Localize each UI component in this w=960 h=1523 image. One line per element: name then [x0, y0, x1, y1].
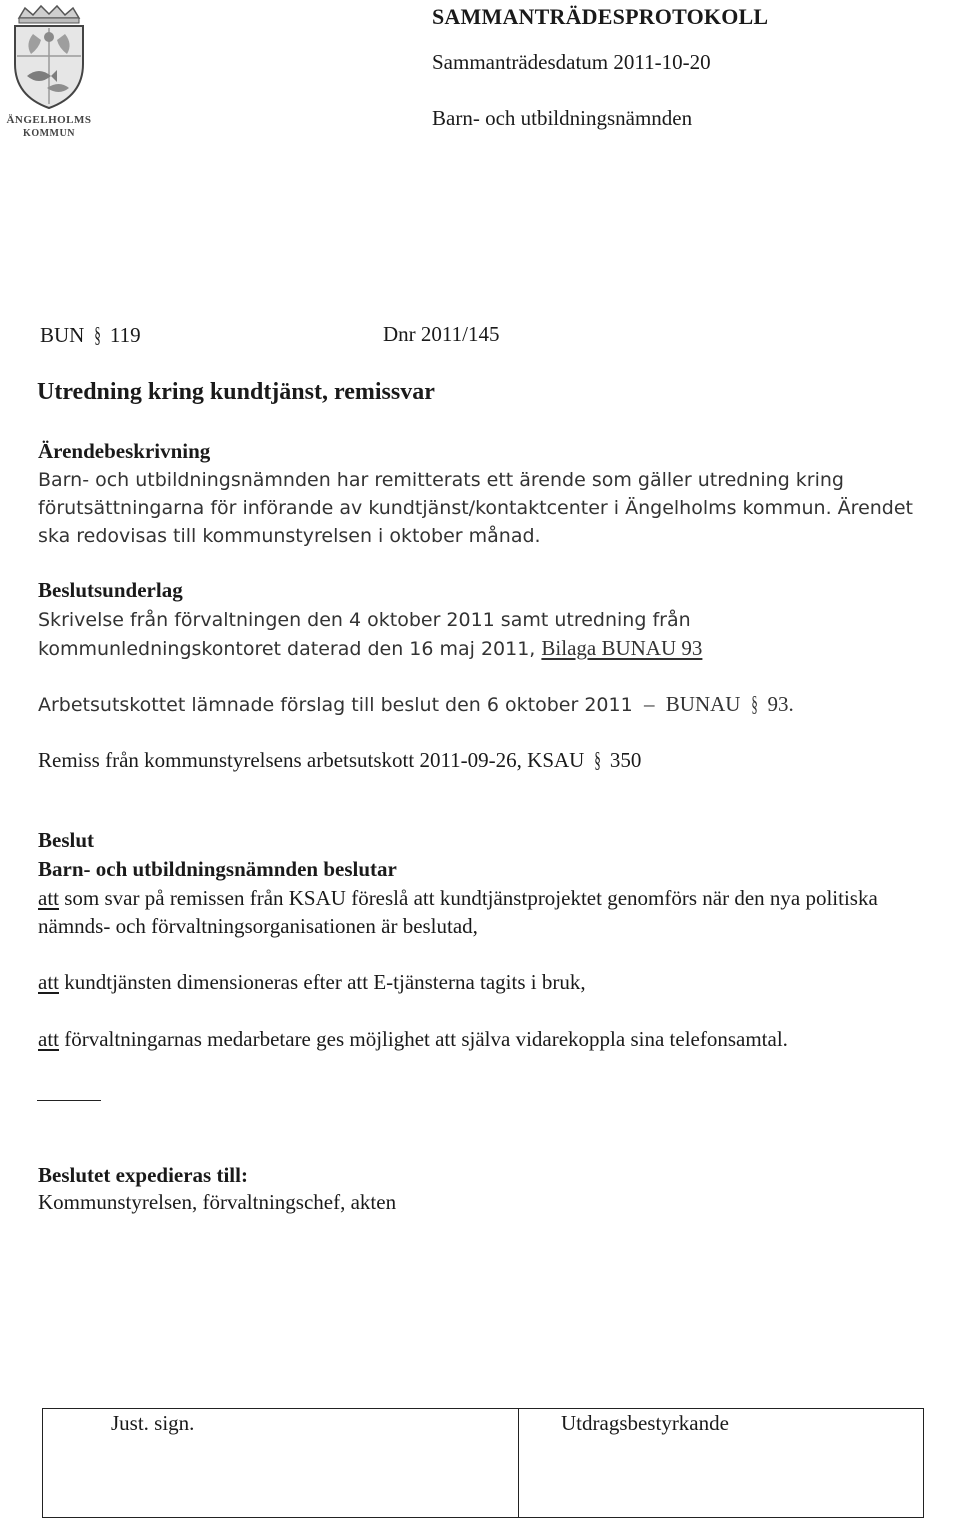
bun-prefix: BUN — [40, 323, 85, 347]
decision-item — [38, 968, 938, 996]
signature-divider — [518, 1409, 519, 1517]
description-heading: Ärendebeskrivning — [38, 439, 211, 463]
decision-item — [38, 1025, 938, 1053]
dispatch-recipients: Kommunstyrelsen, förvaltningschef, akten — [38, 1190, 397, 1214]
basis-text — [38, 606, 938, 663]
decision-subheading: Barn- och utbildningsnämnden beslutar — [38, 857, 397, 881]
protocol-title: SAMMANTRÄDESPROTOKOLL — [432, 4, 769, 29]
decision-item — [38, 884, 938, 940]
meeting-date: Sammanträdesdatum 2011-10-20 — [432, 50, 711, 74]
au-body: Arbetsutskottet lämnade förslag till beslut den 6 oktober 2011 — [38, 694, 633, 716]
logo-line-2: KOMMUN — [23, 128, 75, 139]
justering-label: Just. sign. — [111, 1411, 195, 1435]
remiss-number: 350 — [609, 748, 642, 772]
dispatch-heading: Beslutet expedieras till: — [38, 1163, 248, 1187]
basis-heading: Beslutsunderlag — [38, 578, 183, 602]
section-symbol: § — [750, 691, 758, 716]
coat-of-arms-icon — [7, 4, 91, 112]
remiss-body: Remiss från kommunstyrelsens arbetsutskott 2011-09-26, KSAU — [38, 748, 585, 772]
att-word: att — [38, 970, 59, 994]
section-symbol: § — [593, 747, 601, 772]
decision-item-text: som svar på remissen från KSAU föreslå att kundtjänstprojektet genomförs när den nya politiska nämnds- och förvaltningsorganisationen är beslutad, — [38, 886, 878, 938]
description-text: Barn- och utbildningsnämnden har remitterats ett ärende som gäller utredning kring förutsättningarna för införande av kundtjänst/kontaktcenter i Ängelholms kommun. Ärendet ska redovisas till kommunstyrelsen i oktober månad. — [38, 469, 914, 547]
municipality-logo — [2, 2, 96, 142]
board-name: Barn- och utbildningsnämnden — [432, 106, 693, 130]
certification-label: Utdragsbestyrkande — [561, 1411, 729, 1435]
diary-number: Dnr 2011/145 — [383, 322, 500, 346]
work-committee-text: Arbetsutskottet lämnade förslag till beslut den 6 oktober 2011 – BUNAU § 93. — [38, 691, 794, 716]
att-word: att — [38, 1027, 59, 1051]
attachment-link[interactable]: Bilaga BUNAU 93 — [541, 636, 703, 660]
decision-heading: Beslut — [38, 828, 95, 852]
decision-item-text: kundtjänsten dimensioneras efter att E-tjänsterna tagits i bruk, — [64, 970, 586, 994]
au-ref-number: 93. — [767, 692, 794, 716]
bun-number: 119 — [109, 323, 141, 347]
decision-item-text: förvaltningarnas medarbetare ges möjlighet att själva vidarekoppla sina telefonsamtal. — [64, 1027, 788, 1051]
remiss-text — [38, 746, 938, 774]
au-ref-prefix: BUNAU — [665, 692, 741, 716]
section-symbol: § — [93, 322, 101, 347]
att-word: att — [38, 886, 59, 910]
logo-line-1: ÄNGELHOLMS — [6, 114, 92, 126]
basis-body: Skrivelse från förvaltningen den 4 oktober 2011 samt utredning från kommunledningskontoret daterad den 16 maj 2011, — [38, 609, 691, 660]
case-title: Utredning kring kundtjänst, remissvar — [37, 379, 435, 405]
case-number — [40, 322, 141, 348]
divider — [37, 1100, 101, 1101]
